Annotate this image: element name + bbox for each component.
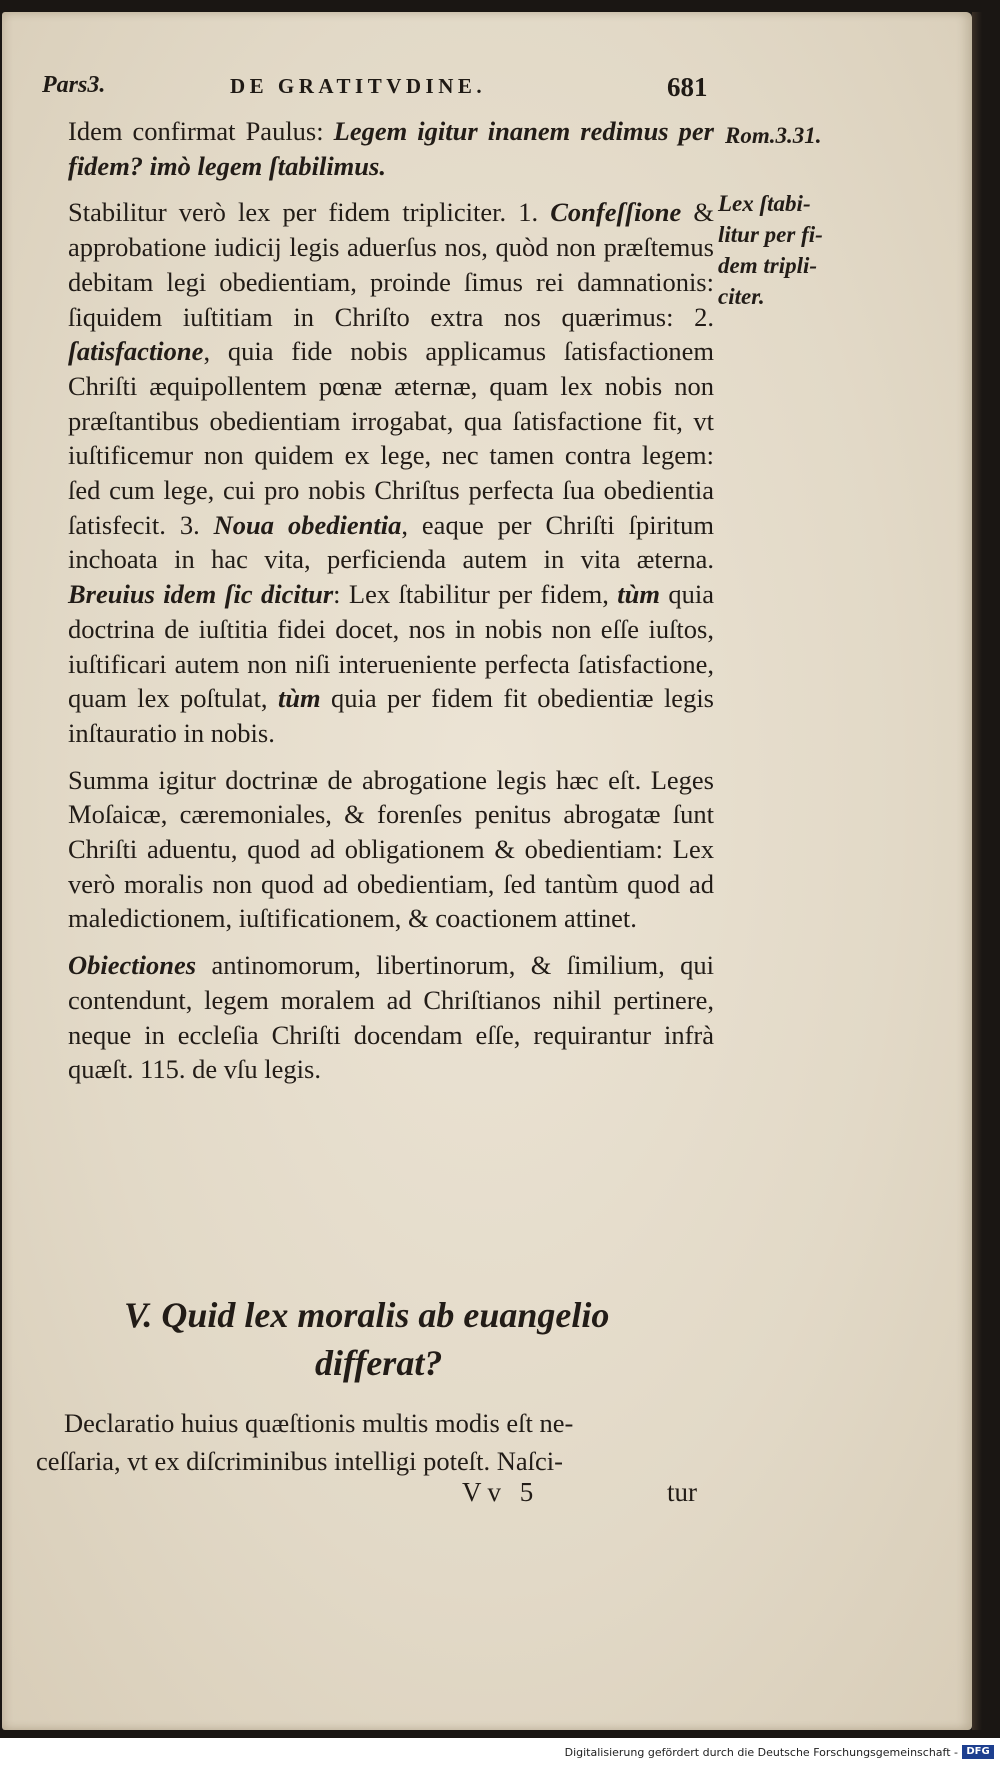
running-header: [0, 72, 1000, 112]
main-text: [38, 114, 714, 1087]
text-run: quia per fidem fit obedientiæ legis inſtauratio in nobis.: [68, 683, 714, 748]
italic-run: Breuius idem ſic dicitur: [68, 579, 334, 610]
text-run: quia doctrina de iuſtitia fidei docet, nos in nobis non eſſe iuſtos, iuſtificari autem non niſi interueniente perfecta ſatisfactione, quam lex poſtulat,: [68, 579, 714, 714]
digitization-footer: [0, 1738, 1000, 1768]
text-run: , quia fide nobis applicamus ſatisfactionem Chriſti æquipollentem pœnæ æternæ, quam lex nobis non præſtantibus obedientiam irrogabat, qua ſatisfactione fit, vt iuſtificemur non quidem ex lege, nec tamen contra legem: ſed cum lege, cui pro nobis Chriſtus perfecta ſua obedientia ſatisfecit. 3.: [68, 336, 714, 540]
signature-line: [0, 1477, 1000, 1513]
margin-note-line: litur per fi-: [718, 222, 823, 247]
paragraph-1: [38, 114, 714, 183]
italic-run: tùm: [277, 683, 321, 714]
text-run: Idem confirmat Paulus:: [68, 116, 334, 146]
header-title: DE GRATITVDINE.: [230, 74, 487, 98]
signature-mark: Vv 5: [462, 1477, 540, 1507]
declaratio-line-1: Declaratio huius quæſtionis multis modis eſt ne-: [64, 1408, 574, 1438]
paragraph-4: [38, 948, 714, 1087]
question-line-1: V. Quid lex moralis ab euangelio: [124, 1295, 610, 1335]
italic-run: Noua obedientia: [213, 509, 402, 540]
paragraph-2: [38, 195, 714, 750]
italic-run: ſatisfactione: [68, 336, 204, 367]
margin-note-line: Lex ſtabi-: [718, 191, 811, 216]
italic-run: Confeſſione: [550, 197, 682, 228]
italic-run: tùm: [617, 579, 660, 610]
question-line-2: differat?: [315, 1343, 443, 1383]
page-number: 681: [667, 72, 708, 102]
margin-note-line: citer.: [718, 284, 765, 309]
margin-note-lex: [718, 188, 858, 312]
text-run: Stabilitur verò lex per fidem tripliciter. 1.: [68, 197, 551, 228]
catchword: tur: [667, 1477, 697, 1507]
paragraph-3: Summa igitur doctrinæ de abrogatione legis hæc eſt. Leges Moſaicæ, cæremoniales, & forenſes penitus abrogatæ ſunt Chriſti aduentu, quod ad obligationem & obedientiam: Lex verò moralis non quod ad obedientiam, ſed tantùm quod ad maledictionem, iuſtificationem, & coactionem attinet.: [68, 764, 714, 934]
text-run: antinomorum, libertinorum, & ſimilium, qui contendunt, legem moralem ad Chriſtianos nihil pertinere, neque in eccleſia Chriſti docendam eſſe, requirantur infrà quæſt. 115. de vſu legis.: [68, 950, 714, 1085]
text-run: & approbatione iudicij legis aduerſus nos, quòd non præſtemus debitam legi obedientiam, proinde ſimus rei damnationis: ſiquidem iuſtitiam in Chriſto extra nos quærimus: 2.: [68, 197, 714, 332]
text-run: , eaque per Chriſti ſpiritum inchoata in hac vita, perficienda autem in vita æterna.: [68, 509, 714, 575]
text-run: : Lex ſtabilitur per fidem,: [333, 579, 618, 610]
declaratio-line-2: ceſſaria, vt ex diſcriminibus intelligi poteſt. Naſci-: [36, 1446, 563, 1476]
footer-credit: Digitalisierung gefördert durch die Deutsche Forschungsgemeinschaft -: [564, 1746, 958, 1759]
italic-run: Legem igitur inanem redimus per fidem? imò legem ſtabilimus.: [68, 116, 714, 181]
declaratio-paragraph: [36, 1404, 714, 1480]
margin-note-rom: Rom.3.31.: [725, 123, 822, 148]
dfg-logo: DFG: [962, 1745, 994, 1759]
margin-note-line: dem tripli-: [718, 253, 818, 278]
italic-run: Obiectiones: [68, 950, 197, 981]
page-edge-shadow: [972, 12, 982, 1730]
header-part-label: Pars3.: [42, 72, 106, 98]
